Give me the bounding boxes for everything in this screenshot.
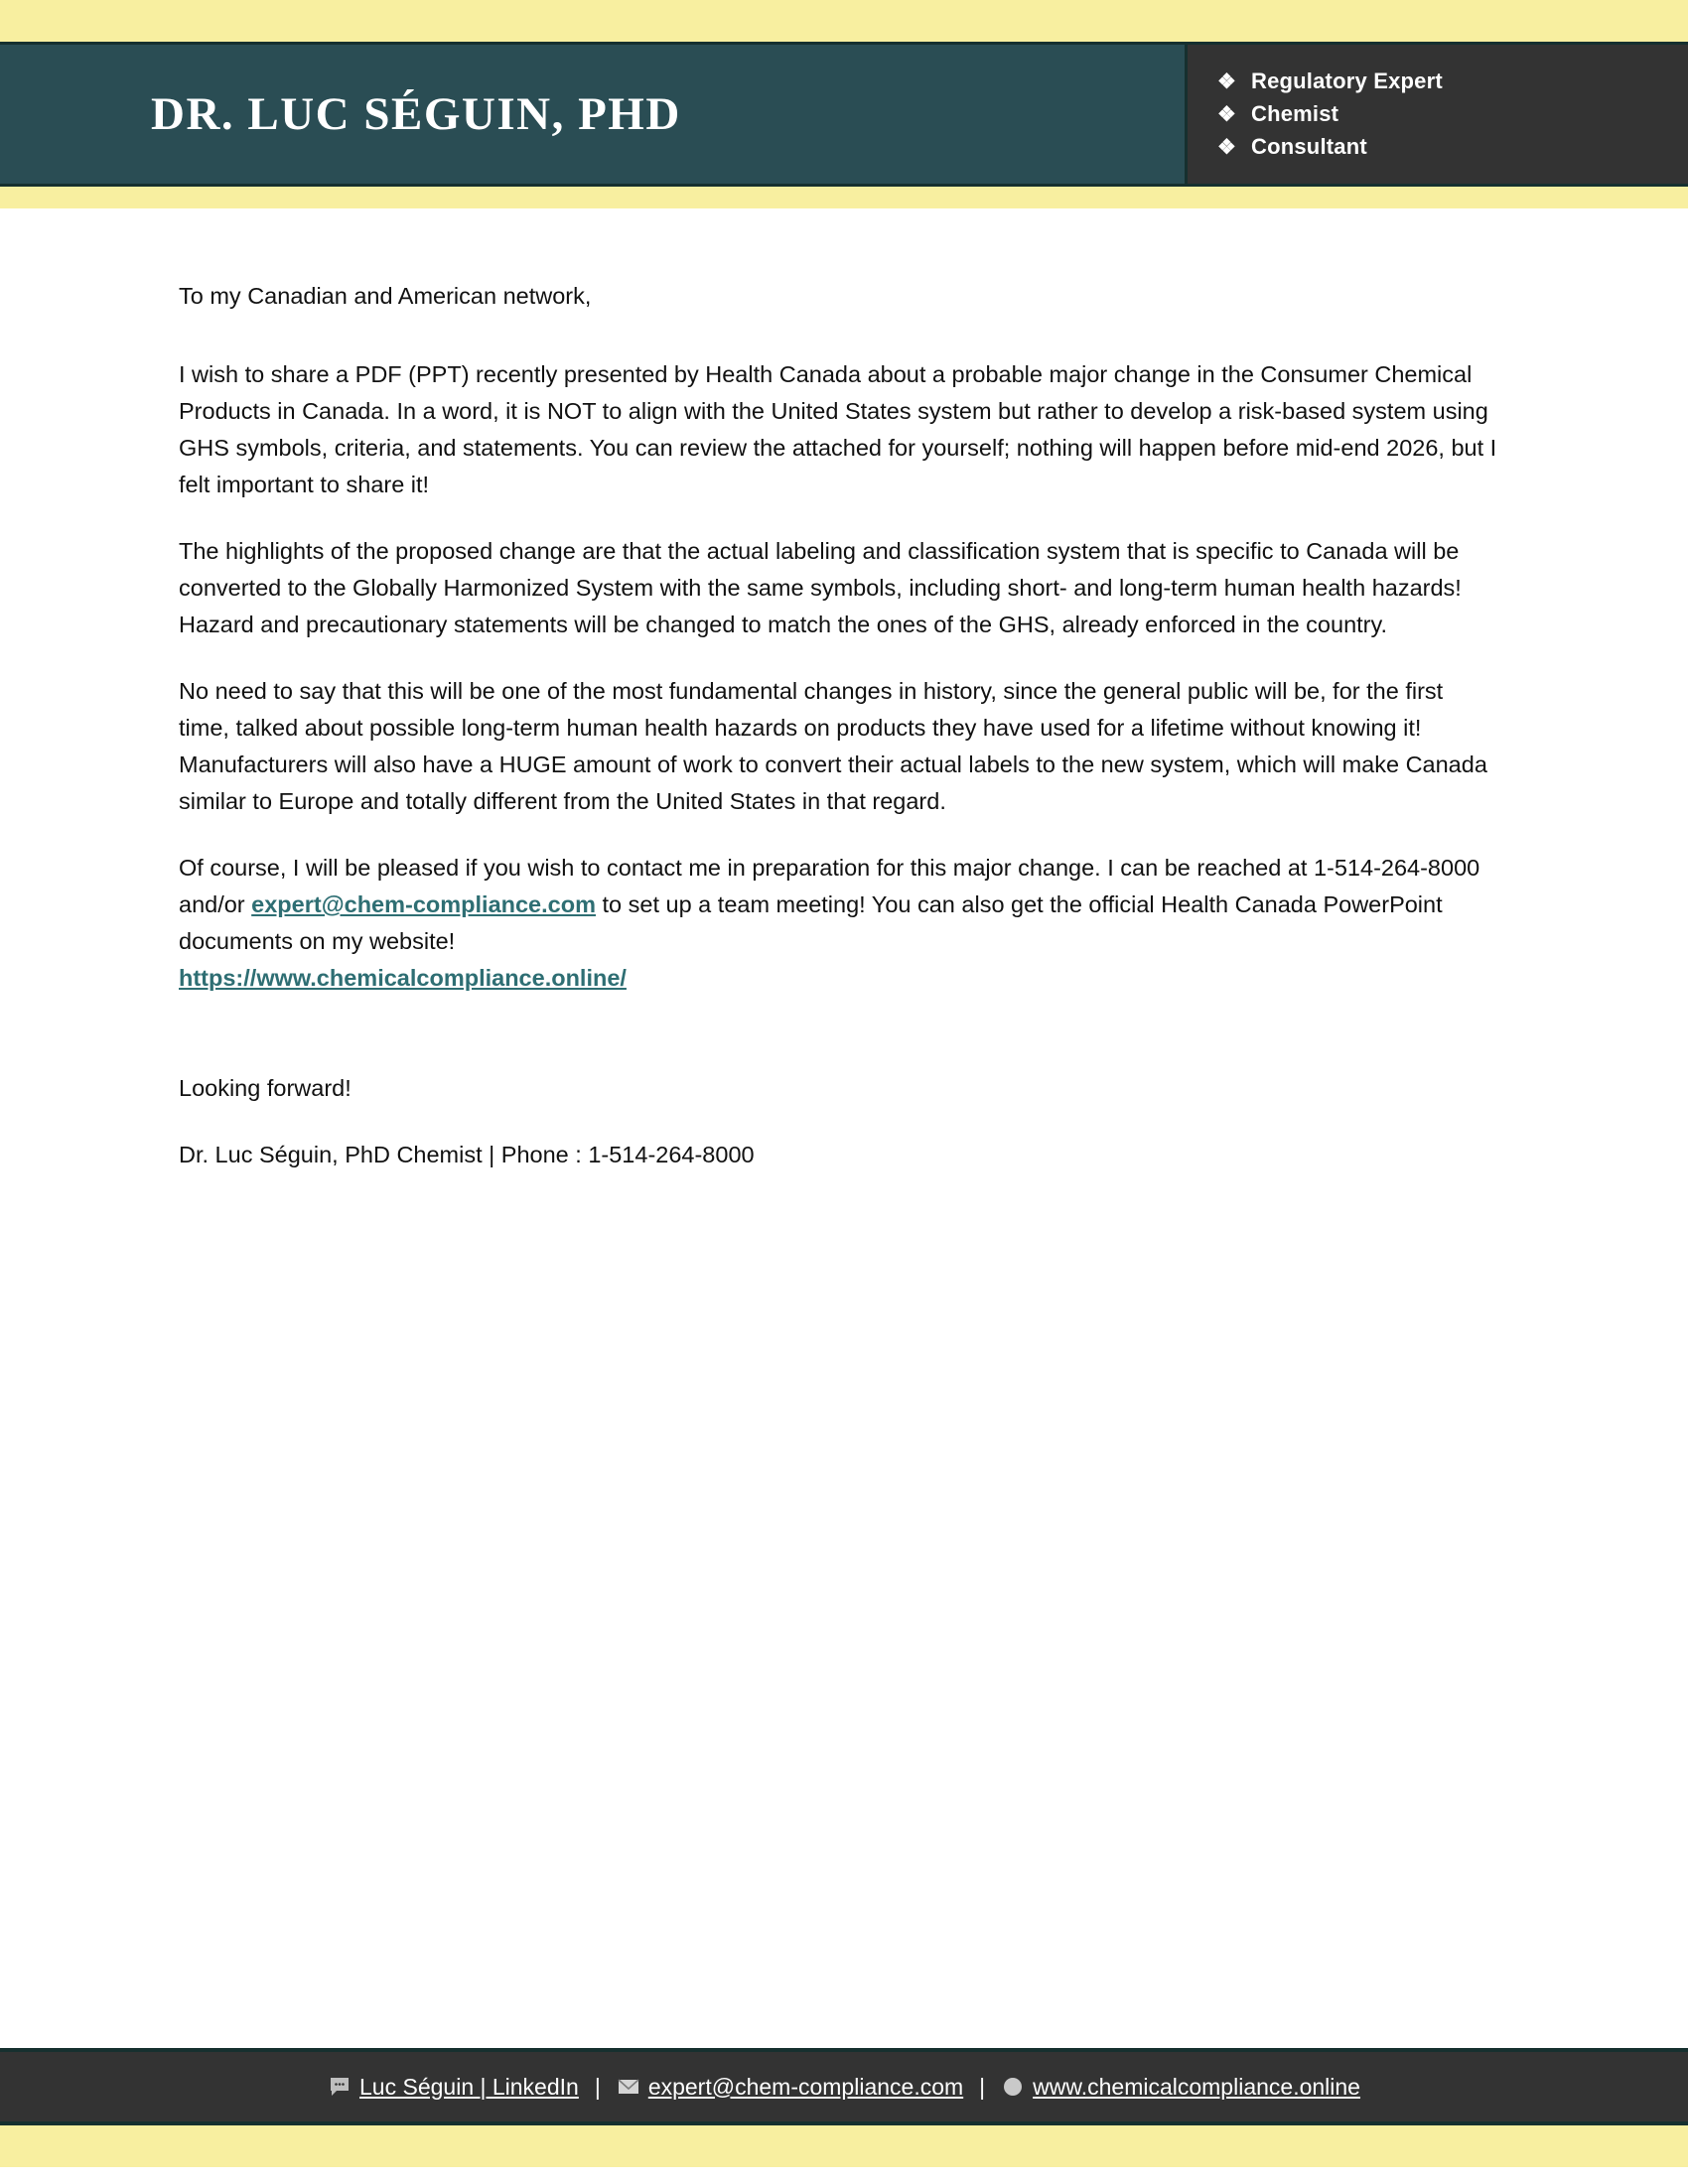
diamond-bullet-icon: ❖ <box>1217 135 1237 159</box>
letter-paragraph-4 <box>179 850 1499 997</box>
footer-email-label[interactable]: expert@chem-compliance.com <box>647 2073 964 2100</box>
letter-paragraph-1: I wish to share a PDF (PPT) recently presented by Health Canada about a probable major change in the Consumer Chemical Products in Canada. In a word, it is NOT to align with the United States system but rather to develop a risk-based system using GHS symbols, criteria, and statements. You can review the attached for yourself; nothing will happen before mid-end 2026, but I felt important to share it! <box>179 361 1497 497</box>
chat-bubble-icon <box>328 2075 352 2099</box>
envelope-icon <box>617 2075 640 2099</box>
page-header <box>0 42 1688 187</box>
page-title: DR. LUC SÉGUIN, PHD <box>151 88 681 140</box>
header-accent-band <box>0 187 1688 208</box>
email-link[interactable]: expert@chem-compliance.com <box>251 891 596 917</box>
diamond-bullet-icon: ❖ <box>1217 69 1237 93</box>
role-item-consultant <box>1217 134 1688 160</box>
letter-paragraph-3: No need to say that this will be one of the most fundamental changes in history, since the general public will be, for the first time, talked about possible long-term human health hazards on products they have used for a lifetime without knowing it! Manufacturers will also have a HUGE amount of work to convert their actual labels to the new system, which will make Canada similar to Europe and totally different from the United States in that regard. <box>179 678 1487 814</box>
footer-separator: | <box>594 2073 601 2100</box>
letter-paragraph-2: The highlights of the proposed change are that the actual labeling and classification system that is specific to Canada will be converted to the Globally Harmonized System with the same symbols, including short- and long-term human health hazards! Hazard and precautionary statements will be changed to match the ones of the GHS, already enforced in the country. <box>179 538 1462 637</box>
role-label: Regulatory Expert <box>1251 68 1443 93</box>
footer-email-item[interactable] <box>617 2074 963 2101</box>
role-label: Consultant <box>1251 134 1367 159</box>
diamond-bullet-icon: ❖ <box>1217 102 1237 126</box>
bottom-accent-band <box>0 2125 1688 2167</box>
footer-linkedin-item[interactable] <box>328 2074 579 2101</box>
role-item-chemist <box>1217 101 1688 127</box>
page-footer <box>0 2048 1688 2125</box>
role-label: Chemist <box>1251 101 1339 126</box>
header-name-panel <box>0 45 1188 184</box>
footer-website-item[interactable] <box>1001 2074 1360 2101</box>
letter-salutation: To my Canadian and American network, <box>179 283 592 309</box>
letter-body <box>179 278 1499 1203</box>
role-item-regulatory-expert <box>1217 68 1688 94</box>
globe-icon <box>1001 2075 1025 2099</box>
letter-closing: Looking forward! <box>179 1075 352 1101</box>
letter-signature: Dr. Luc Séguin, PhD Chemist | Phone : 1-514-264-8000 <box>179 1142 755 1167</box>
top-accent-band <box>0 0 1688 42</box>
contact-text-trail: to set up a team meeting! You can also get the official Health Canada PowerPoint documents on my website! <box>179 891 1443 954</box>
footer-website-label[interactable]: www.chemicalcompliance.online <box>1033 2073 1360 2100</box>
contact-text-lead: Of course, I will be pleased if you wish to contact me in preparation for this major change. I can be reached at 1-514-264-8000 and/or <box>179 855 1480 917</box>
header-roles-panel <box>1188 45 1688 184</box>
footer-links <box>328 2074 1360 2101</box>
website-link[interactable]: https://www.chemicalcompliance.online/ <box>179 965 627 991</box>
footer-linkedin-label[interactable]: Luc Séguin | LinkedIn <box>359 2073 579 2100</box>
footer-separator: | <box>979 2073 986 2100</box>
